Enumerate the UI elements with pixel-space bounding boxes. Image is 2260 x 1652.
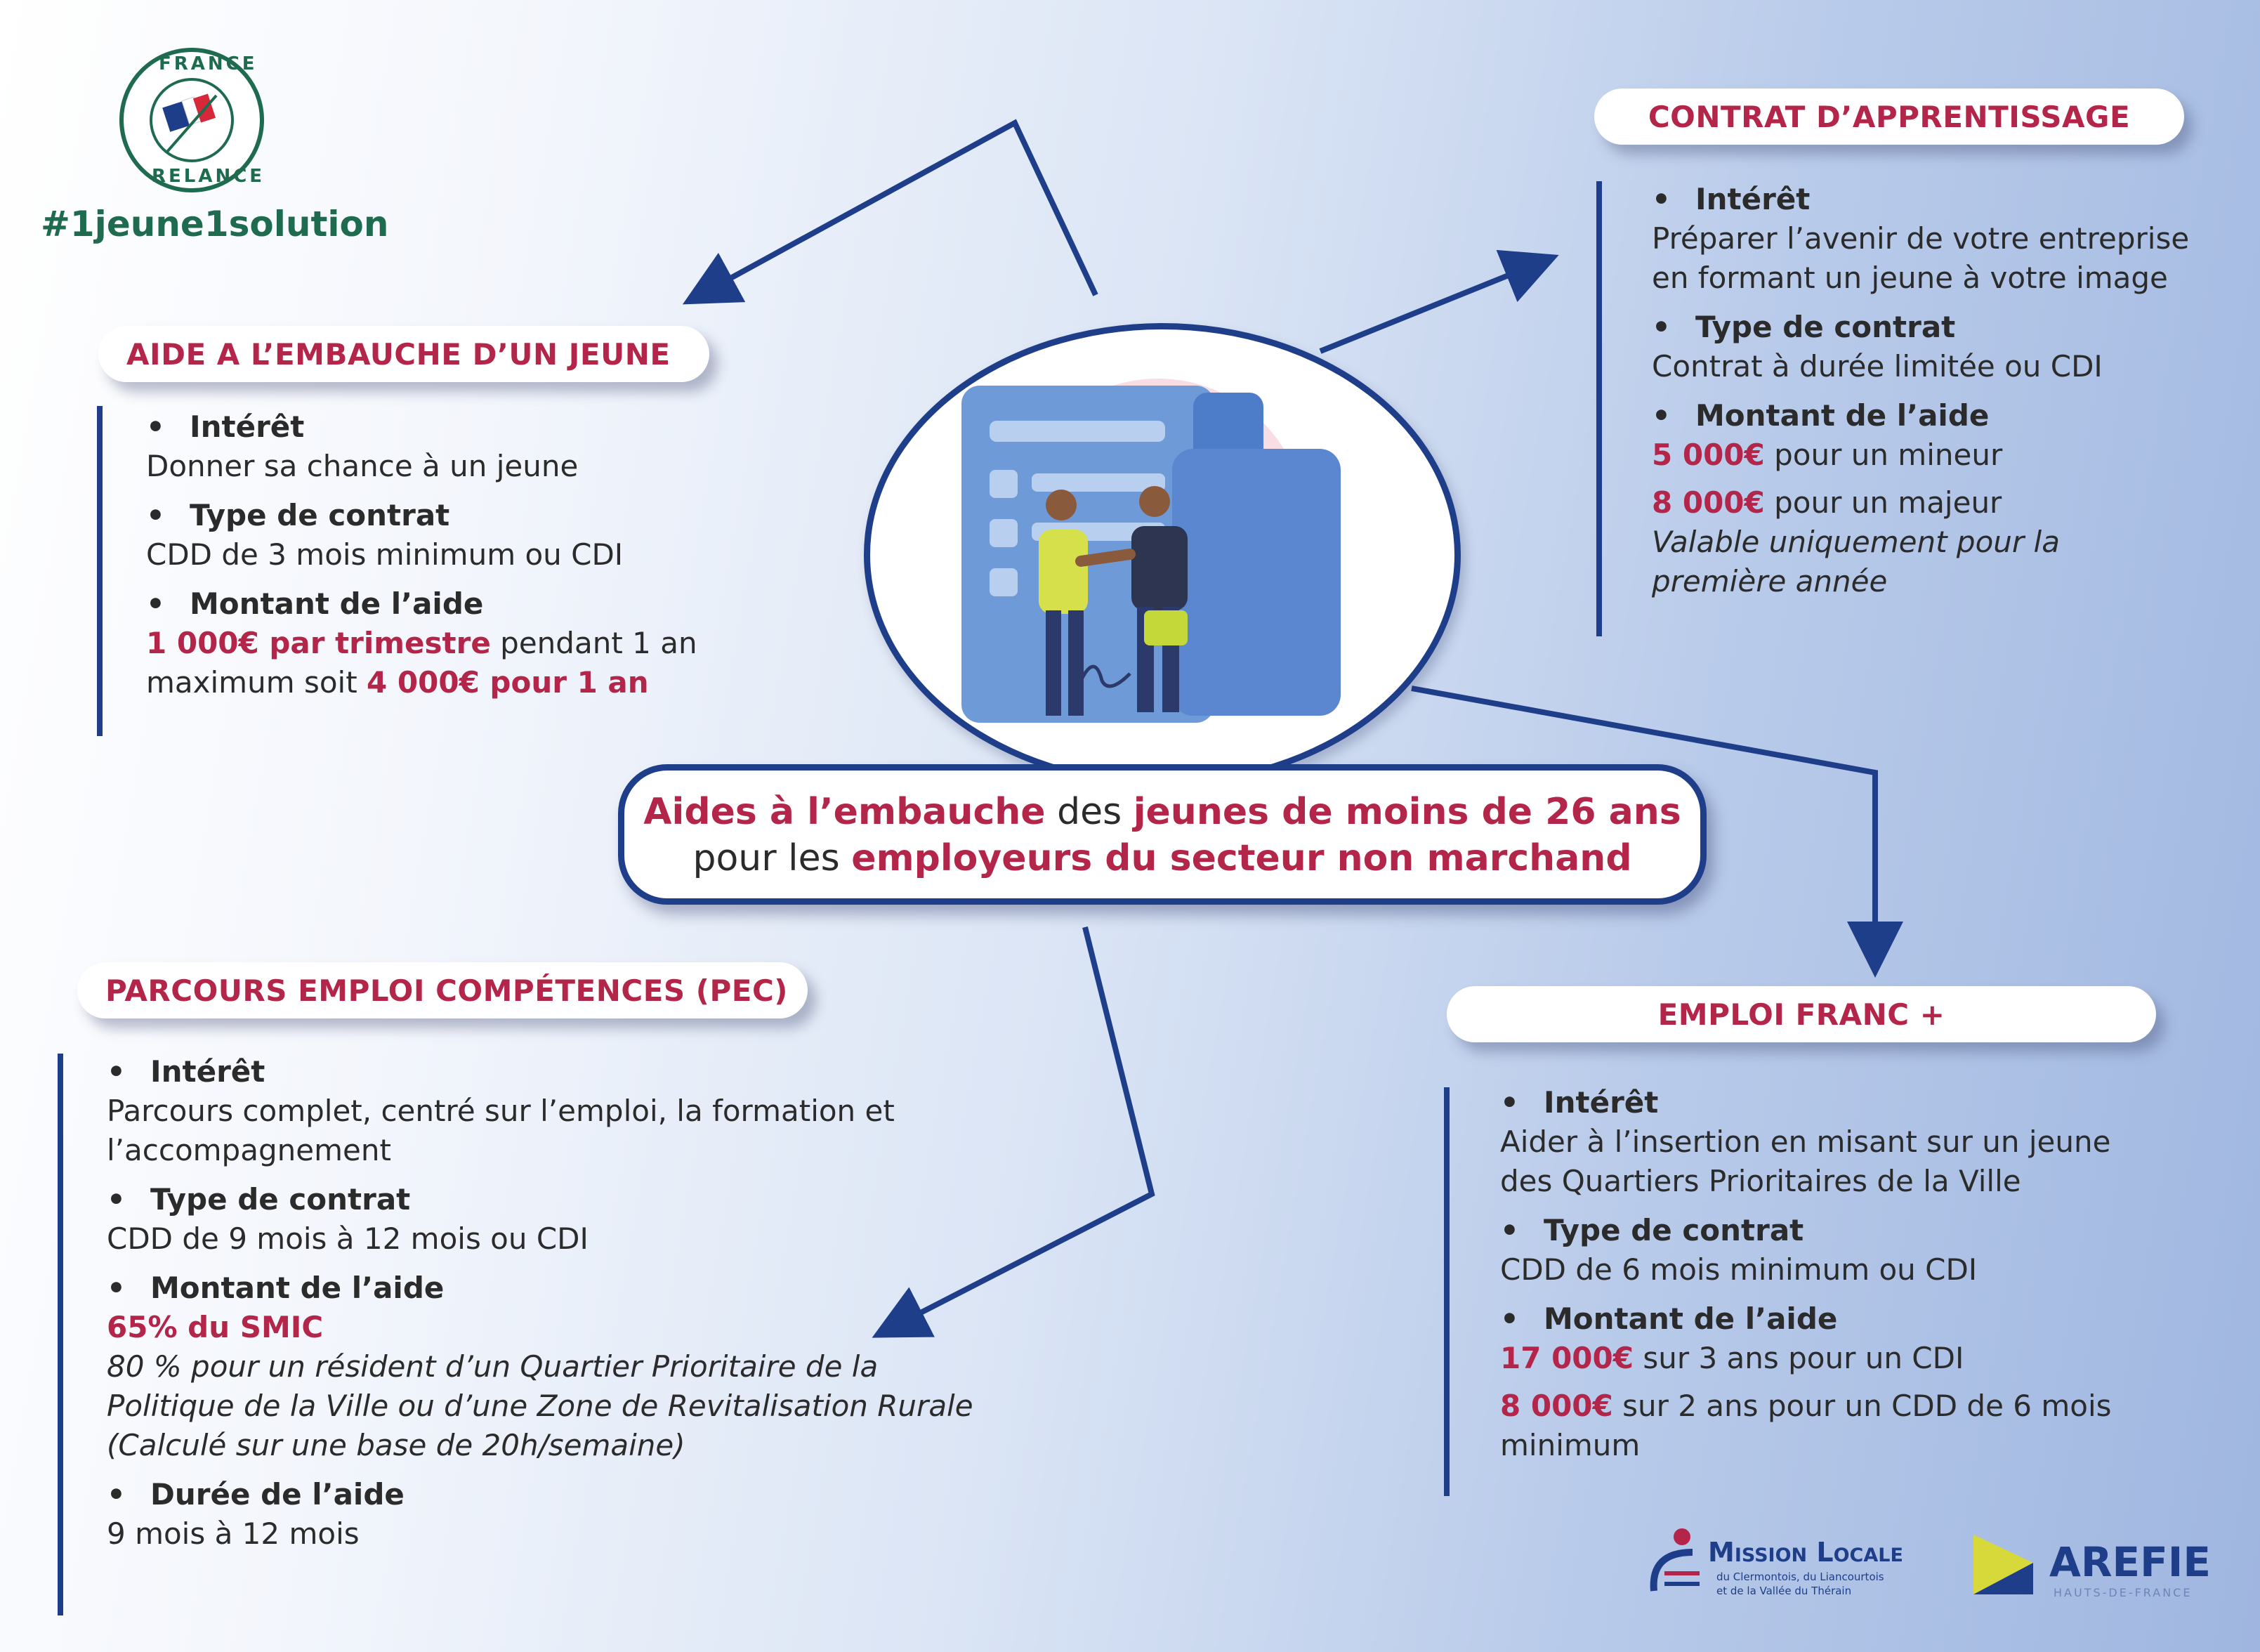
mission-locale-sub1: du Clermontois, du Liancourtois bbox=[1716, 1571, 1884, 1583]
france-relance-logo bbox=[118, 46, 265, 194]
arefie-sub: HAUTS-DE-FRANCE bbox=[2054, 1586, 2193, 1599]
apprentissage-montant-label: • Montant de l’aide bbox=[1652, 398, 1990, 433]
aide-embauche-type-label: • Type de contrat bbox=[146, 498, 450, 532]
apprentissage-note-line1: Valable uniquement pour la bbox=[1652, 525, 2060, 559]
handshake-contract-illustration bbox=[870, 329, 1454, 780]
illustration-circle bbox=[864, 323, 1461, 787]
emploi-franc-type-label: • Type de contrat bbox=[1500, 1213, 1804, 1247]
apprentissage-bar bbox=[1596, 181, 1602, 636]
arefie-logo bbox=[1966, 1524, 2233, 1608]
apprentissage-type: Contrat à durée limitée ou CDI bbox=[1652, 349, 2103, 383]
apprentissage-montant-2: 8 000€ pour un majeur bbox=[1652, 485, 2002, 520]
apprentissage-interet-line2: en formant un jeune à votre image bbox=[1652, 261, 2168, 295]
mission-locale-sub2: et de la Vallée du Thérain bbox=[1716, 1585, 1852, 1597]
mission-locale-logo bbox=[1643, 1524, 1903, 1608]
logo-text-top: FRANCE bbox=[159, 53, 258, 74]
center-title-part2: des bbox=[1045, 791, 1134, 833]
emploi-franc-interet-label: • Intérêt bbox=[1500, 1085, 1659, 1120]
pec-montant: 65% du SMIC bbox=[107, 1310, 324, 1344]
emploi-franc-montant-2: 8 000€ sur 2 ans pour un CDD de 6 mois bbox=[1500, 1389, 2112, 1423]
aide-embauche-montant-2: maximum soit 4 000€ pour 1 an bbox=[146, 665, 649, 700]
pec-note-line3: (Calculé sur une base de 20h/semaine) bbox=[107, 1428, 685, 1462]
apprentissage-title: CONTRAT D’APPRENTISSAGE bbox=[1594, 88, 2184, 145]
mission-locale-name: Mission Locale bbox=[1708, 1537, 1903, 1568]
apprentissage-note-line2: première année bbox=[1652, 564, 1888, 598]
pec-bar bbox=[58, 1054, 63, 1615]
emploi-franc-montant-2-line2: minimum bbox=[1500, 1428, 1641, 1462]
arefie-name: AREFIE bbox=[2049, 1538, 2211, 1586]
pec-interet-label: • Intérêt bbox=[107, 1054, 265, 1089]
emploi-franc-title: EMPLOI FRANC + bbox=[1447, 986, 2156, 1042]
pec-type-label: • Type de contrat bbox=[107, 1182, 411, 1217]
pec-type: CDD de 9 mois à 12 mois ou CDI bbox=[107, 1221, 589, 1256]
emploi-franc-montant-label: • Montant de l’aide bbox=[1500, 1302, 1838, 1336]
aide-embauche-interet-label: • Intérêt bbox=[146, 409, 305, 444]
center-title-line1 bbox=[624, 789, 1700, 835]
pec-montant-label: • Montant de l’aide bbox=[107, 1271, 445, 1305]
center-subtitle-part1: pour les bbox=[692, 837, 852, 879]
mission-locale-emblem bbox=[1643, 1524, 1707, 1601]
center-subtitle-part2: employeurs du secteur non marchand bbox=[851, 837, 1632, 879]
center-title-line2 bbox=[624, 835, 1700, 881]
emploi-franc-bar bbox=[1444, 1087, 1450, 1496]
center-title-part3: jeunes de moins de 26 ans bbox=[1133, 791, 1681, 833]
pec-title: PARCOURS EMPLOI COMPÉTENCES (PEC) bbox=[77, 962, 808, 1018]
apprentissage-interet-label: • Intérêt bbox=[1652, 182, 1811, 216]
pec-note-line2: Politique de la Ville ou d’une Zone de Revitalisation Rurale bbox=[107, 1389, 973, 1423]
emploi-franc-interet-line2: des Quartiers Prioritaires de la Ville bbox=[1500, 1164, 2021, 1198]
center-title-part1: Aides à l’embauche bbox=[643, 791, 1046, 833]
aide-embauche-type: CDD de 3 mois minimum ou CDI bbox=[146, 537, 624, 572]
logo-text-bottom: RELANCE bbox=[152, 166, 265, 187]
emploi-franc-section bbox=[1500, 1077, 2238, 1465]
aide-embauche-interet: Donner sa chance à un jeune bbox=[146, 449, 579, 483]
pec-note-line1: 80 % pour un résident d’un Quartier Prioritaire de la bbox=[107, 1349, 879, 1384]
apprentissage-interet-line1: Préparer l’avenir de votre entreprise bbox=[1652, 221, 2190, 256]
pec-interet-line2: l’accompagnement bbox=[107, 1133, 391, 1167]
emploi-franc-type: CDD de 6 mois minimum ou CDI bbox=[1500, 1252, 1978, 1287]
pec-duree-label: • Durée de l’aide bbox=[107, 1477, 405, 1512]
emploi-franc-montant-1: 17 000€ sur 3 ans pour un CDI bbox=[1500, 1341, 1964, 1375]
aide-embauche-title: AIDE A L’EMBAUCHE D’UN JEUNE bbox=[98, 326, 709, 382]
arefie-emblem bbox=[1966, 1524, 2044, 1601]
aide-embauche-section bbox=[146, 402, 778, 702]
pec-interet-line1: Parcours complet, centré sur l’emploi, la formation et bbox=[107, 1094, 895, 1128]
apprentissage-montant-1: 5 000€ pour un mineur bbox=[1652, 438, 2003, 472]
aide-embauche-bar bbox=[97, 406, 103, 736]
emploi-franc-interet-line1: Aider à l’insertion en misant sur un jeune bbox=[1500, 1125, 2111, 1159]
center-title-box bbox=[618, 764, 1707, 905]
pec-section bbox=[107, 1047, 1020, 1554]
aide-embauche-montant-label: • Montant de l’aide bbox=[146, 586, 484, 621]
aide-embauche-montant-1: 1 000€ par trimestre pendant 1 an bbox=[146, 626, 697, 660]
pec-duree: 9 mois à 12 mois bbox=[107, 1516, 360, 1551]
apprentissage-section bbox=[1652, 174, 2228, 601]
apprentissage-type-label: • Type de contrat bbox=[1652, 310, 1956, 344]
hashtag: #1jeune1solution bbox=[41, 204, 389, 244]
